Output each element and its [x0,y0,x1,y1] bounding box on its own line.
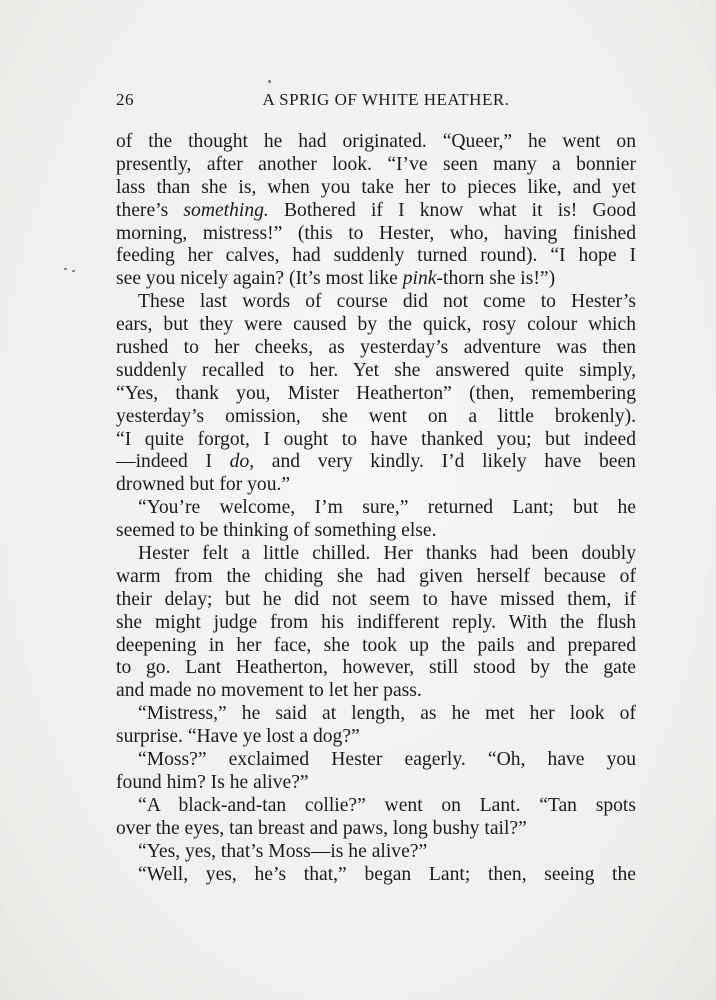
text-segment: —indeed I [116,451,230,473]
page-header [116,90,636,114]
text-line [116,451,636,474]
text-line: rushed to her cheeks, as yesterday’s adventure was then [116,337,636,359]
text-line: deepening in her face, she took up the pails and prepared [116,634,636,656]
text-line: lass than she is, when you take her to pieces like, and yet [116,176,636,198]
text-line: “You’re welcome, I’m sure,” returned Lant; but he [138,497,636,519]
text-line: ears, but they were caused by the quick, rosy colour which [116,314,636,336]
body-text [116,131,636,886]
text-segment: and very kindly. I’d likely have been [254,451,636,473]
print-speck [64,268,67,270]
text-line: morning, mistress!” (this to Hester, who, having finished [116,222,636,244]
print-speck [268,80,271,83]
text-line: she might judge from his indifferent reply. With the flush [116,611,636,633]
text-line: over the eyes, tan breast and paws, long bushy tail?” [116,817,527,839]
italic-word: pink [402,268,437,290]
text-line: their delay; but he did not seem to have missed them, if [116,588,636,610]
text-line: and made no movement to let her pass. [116,680,422,702]
text-line: drowned but for you.” [116,474,291,496]
text-line: Hester felt a little chilled. Her thanks had been doubly [138,543,636,565]
text-line: to go. Lant Heatherton, however, still stood by the gate [116,657,636,679]
text-line: surprise. “Have ye lost a dog?” [116,726,360,748]
text-line: warm from the chiding she had given herself because of [116,565,636,587]
text-segment: -thorn she is!”) [436,268,556,290]
page-number: 26 [116,90,134,109]
text-line: presently, after another look. “I’ve seen many a bonnier [116,153,636,175]
text-line: “Mistress,” he said at length, as he met her look of [138,703,636,725]
text-segment: there’s [116,199,184,221]
text-line: “Yes, yes, that’s Moss—is he alive?” [138,840,428,862]
text-line [116,268,636,291]
text-line: “Moss?” exclaimed Hester eagerly. “Oh, have you [138,749,636,771]
text-segment: see you nicely again? (It’s most like [116,268,403,290]
text-line: of the thought he had originated. “Queer,” he went on [116,131,636,152]
text-line: feeding her calves, had suddenly turned round). “I hope I [116,245,636,267]
text-line: seemed to be thinking of something else. [116,520,437,542]
running-head: A SPRIG OF WHITE HEATHER. [262,90,510,109]
text-line [116,200,636,223]
text-line: yesterday’s omission, she went on a little brokenly). [116,405,636,427]
italic-word: do, [229,451,255,473]
text-line: suddenly recalled to her. Yet she answered quite simply, [116,359,636,381]
italic-word: something. [183,199,269,221]
text-line: “A black-and-tan collie?” went on Lant. “Tan spots [138,794,636,816]
text-line: These last words of course did not come to Hester’s [138,291,636,313]
text-line: “Well, yes, he’s that,” began Lant; then, seeing the [138,863,636,885]
text-line: “I quite forgot, I ought to have thanked you; but indeed [116,428,636,450]
text-line: found him? Is he alive?” [116,771,309,793]
text-segment: Bothered if I know what it is! Good [268,199,636,221]
text-line: “Yes, thank you, Mister Heatherton” (then, remembering [116,382,636,404]
print-speck [72,270,75,272]
